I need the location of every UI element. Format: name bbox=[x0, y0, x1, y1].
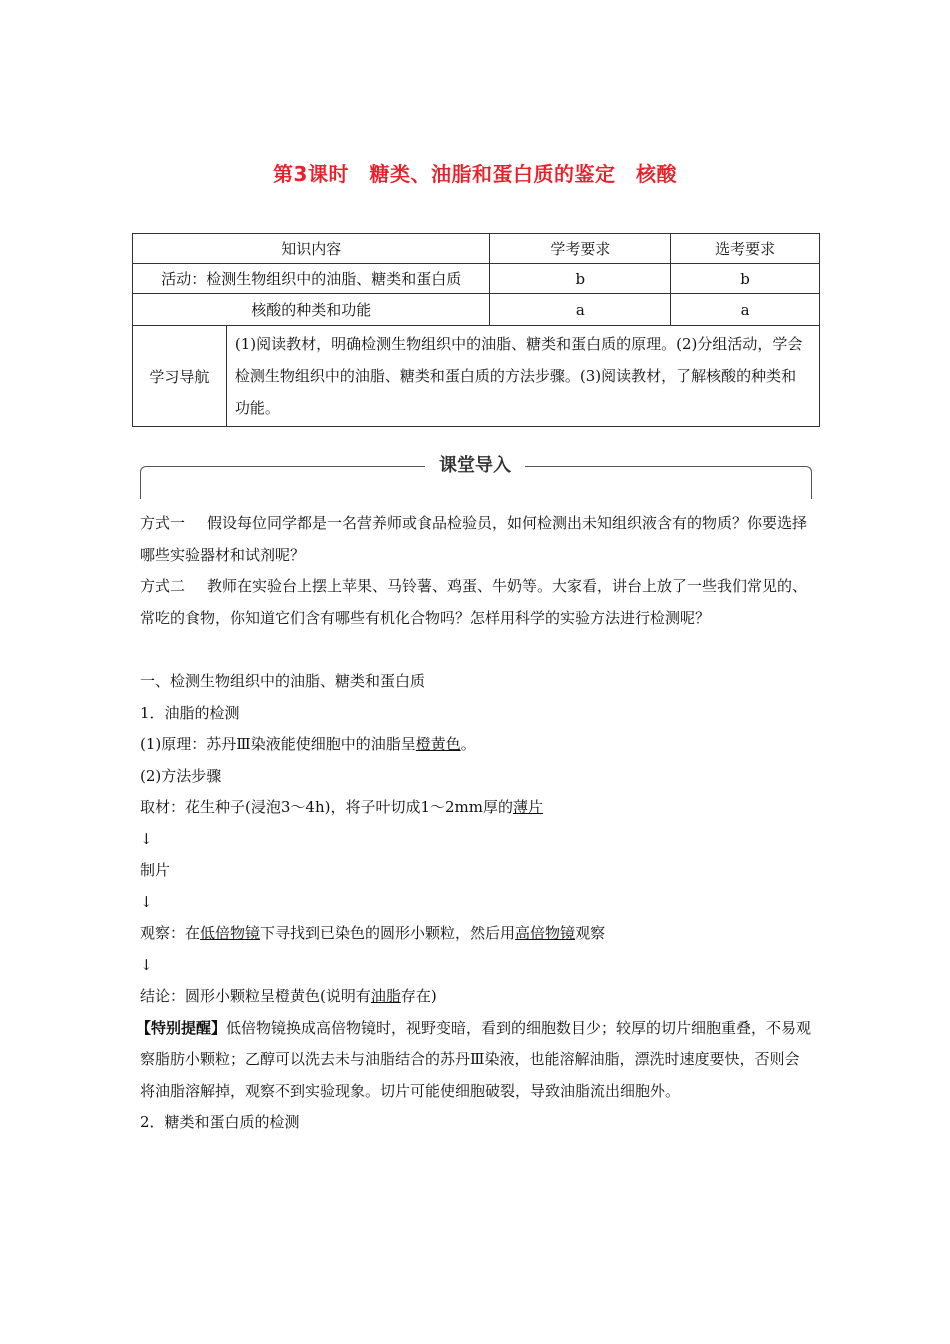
step-sampling-text: 取材：花生种子(浸泡3～4h)，将子叶切成1～2mm厚的 bbox=[140, 798, 513, 816]
table-cell: a bbox=[671, 294, 820, 326]
guide-label: 学习导航 bbox=[133, 326, 227, 427]
table-row bbox=[133, 294, 820, 326]
guide-row bbox=[133, 326, 820, 427]
principle-text: (1)原理：苏丹Ⅲ染液能使细胞中的油脂呈 bbox=[140, 735, 416, 753]
subheading-sugar-protein: 2．糖类和蛋白质的检测 bbox=[140, 1113, 300, 1131]
tip-label: 【特别提醒】 bbox=[136, 1018, 227, 1037]
table-cell: 核酸的种类和功能 bbox=[133, 294, 490, 326]
header-academic: 学考要求 bbox=[490, 234, 671, 264]
table-cell: 活动：检测生物组织中的油脂、糖类和蛋白质 bbox=[133, 264, 490, 294]
requirements-table bbox=[132, 233, 820, 427]
observe-answer-low: 低倍物镜 bbox=[200, 924, 261, 942]
observe-text-mid: 下寻找到已染色的圆形小颗粒，然后用 bbox=[260, 924, 516, 942]
table-cell: a bbox=[490, 294, 671, 326]
header-elective: 选考要求 bbox=[671, 234, 820, 264]
section-title: 课堂导入 bbox=[425, 452, 525, 480]
step-observe bbox=[140, 918, 812, 950]
arrow-down-icon: ↓ bbox=[140, 892, 153, 911]
way1-text: 假设每位同学都是一名营养师或食品检验员，如何检测出未知组织液含有的物质？你要选择哪些实验器材和试剂呢？ bbox=[140, 514, 808, 564]
arrow-down-icon: ↓ bbox=[140, 955, 153, 974]
conclusion-end: 存在) bbox=[400, 987, 437, 1005]
table-row bbox=[133, 264, 820, 294]
steps-heading: (2)方法步骤 bbox=[140, 766, 222, 785]
conclusion-text: 结论：圆形小颗粒呈橙黄色(说明有 bbox=[140, 987, 371, 1005]
intro-way1 bbox=[140, 508, 812, 571]
step-sampling-answer: 薄片 bbox=[513, 798, 544, 816]
observe-text-end: 观察 bbox=[575, 924, 606, 942]
special-tip bbox=[136, 1013, 812, 1108]
tip-text: 低倍物镜换成高倍物镜时，视野变暗，看到的细胞数目少；较厚的切片细胞重叠，不易观察脂肪小颗粒；乙醇可以洗去未与油脂结合的苏丹Ⅲ染液，也能溶解油脂，漂洗时速度要快，否则会将油脂溶解掉，观察不到实验现象。切片可能使细胞破裂，导致油脂流出细胞外。 bbox=[140, 1018, 812, 1100]
header-knowledge: 知识内容 bbox=[133, 234, 490, 264]
subheading-oil: 1．油脂的检测 bbox=[140, 703, 240, 722]
intro-way2 bbox=[140, 571, 812, 634]
guide-text: (1)阅读教材，明确检测生物组织中的油脂、糖类和蛋白质的原理。(2)分组活动，学会检测生物组织中的油脂、糖类和蛋白质的方法步骤。(3)阅读教材，了解核酸的种类和功能。 bbox=[226, 326, 819, 427]
table-cell: b bbox=[490, 264, 671, 294]
step-sampling bbox=[140, 792, 812, 824]
step-conclusion bbox=[140, 981, 812, 1013]
principle-line bbox=[140, 729, 812, 761]
main-content bbox=[136, 508, 812, 1139]
observe-answer-high: 高倍物镜 bbox=[515, 924, 576, 942]
observe-text: 观察：在 bbox=[140, 924, 201, 942]
principle-answer: 橙黄色 bbox=[415, 735, 461, 753]
table-cell: b bbox=[671, 264, 820, 294]
way2-label: 方式二 bbox=[140, 577, 186, 595]
section-heading: 一、检测生物组织中的油脂、糖类和蛋白质 bbox=[140, 672, 426, 690]
conclusion-answer: 油脂 bbox=[370, 987, 401, 1005]
page-title: 第3课时 糖类、油脂和蛋白质的鉴定 核酸 bbox=[273, 162, 677, 186]
table-header-row bbox=[133, 234, 820, 264]
step-slide: 制片 bbox=[140, 861, 171, 879]
principle-end: 。 bbox=[460, 735, 476, 753]
way1-label: 方式一 bbox=[140, 514, 186, 532]
way2-text: 教师在实验台上摆上苹果、马铃薯、鸡蛋、牛奶等。大家看，讲台上放了一些我们常见的、常吃的食物，你知道它们含有哪些有机化合物吗？怎样用科学的实验方法进行检测呢？ bbox=[140, 577, 808, 627]
arrow-down-icon: ↓ bbox=[140, 829, 153, 848]
